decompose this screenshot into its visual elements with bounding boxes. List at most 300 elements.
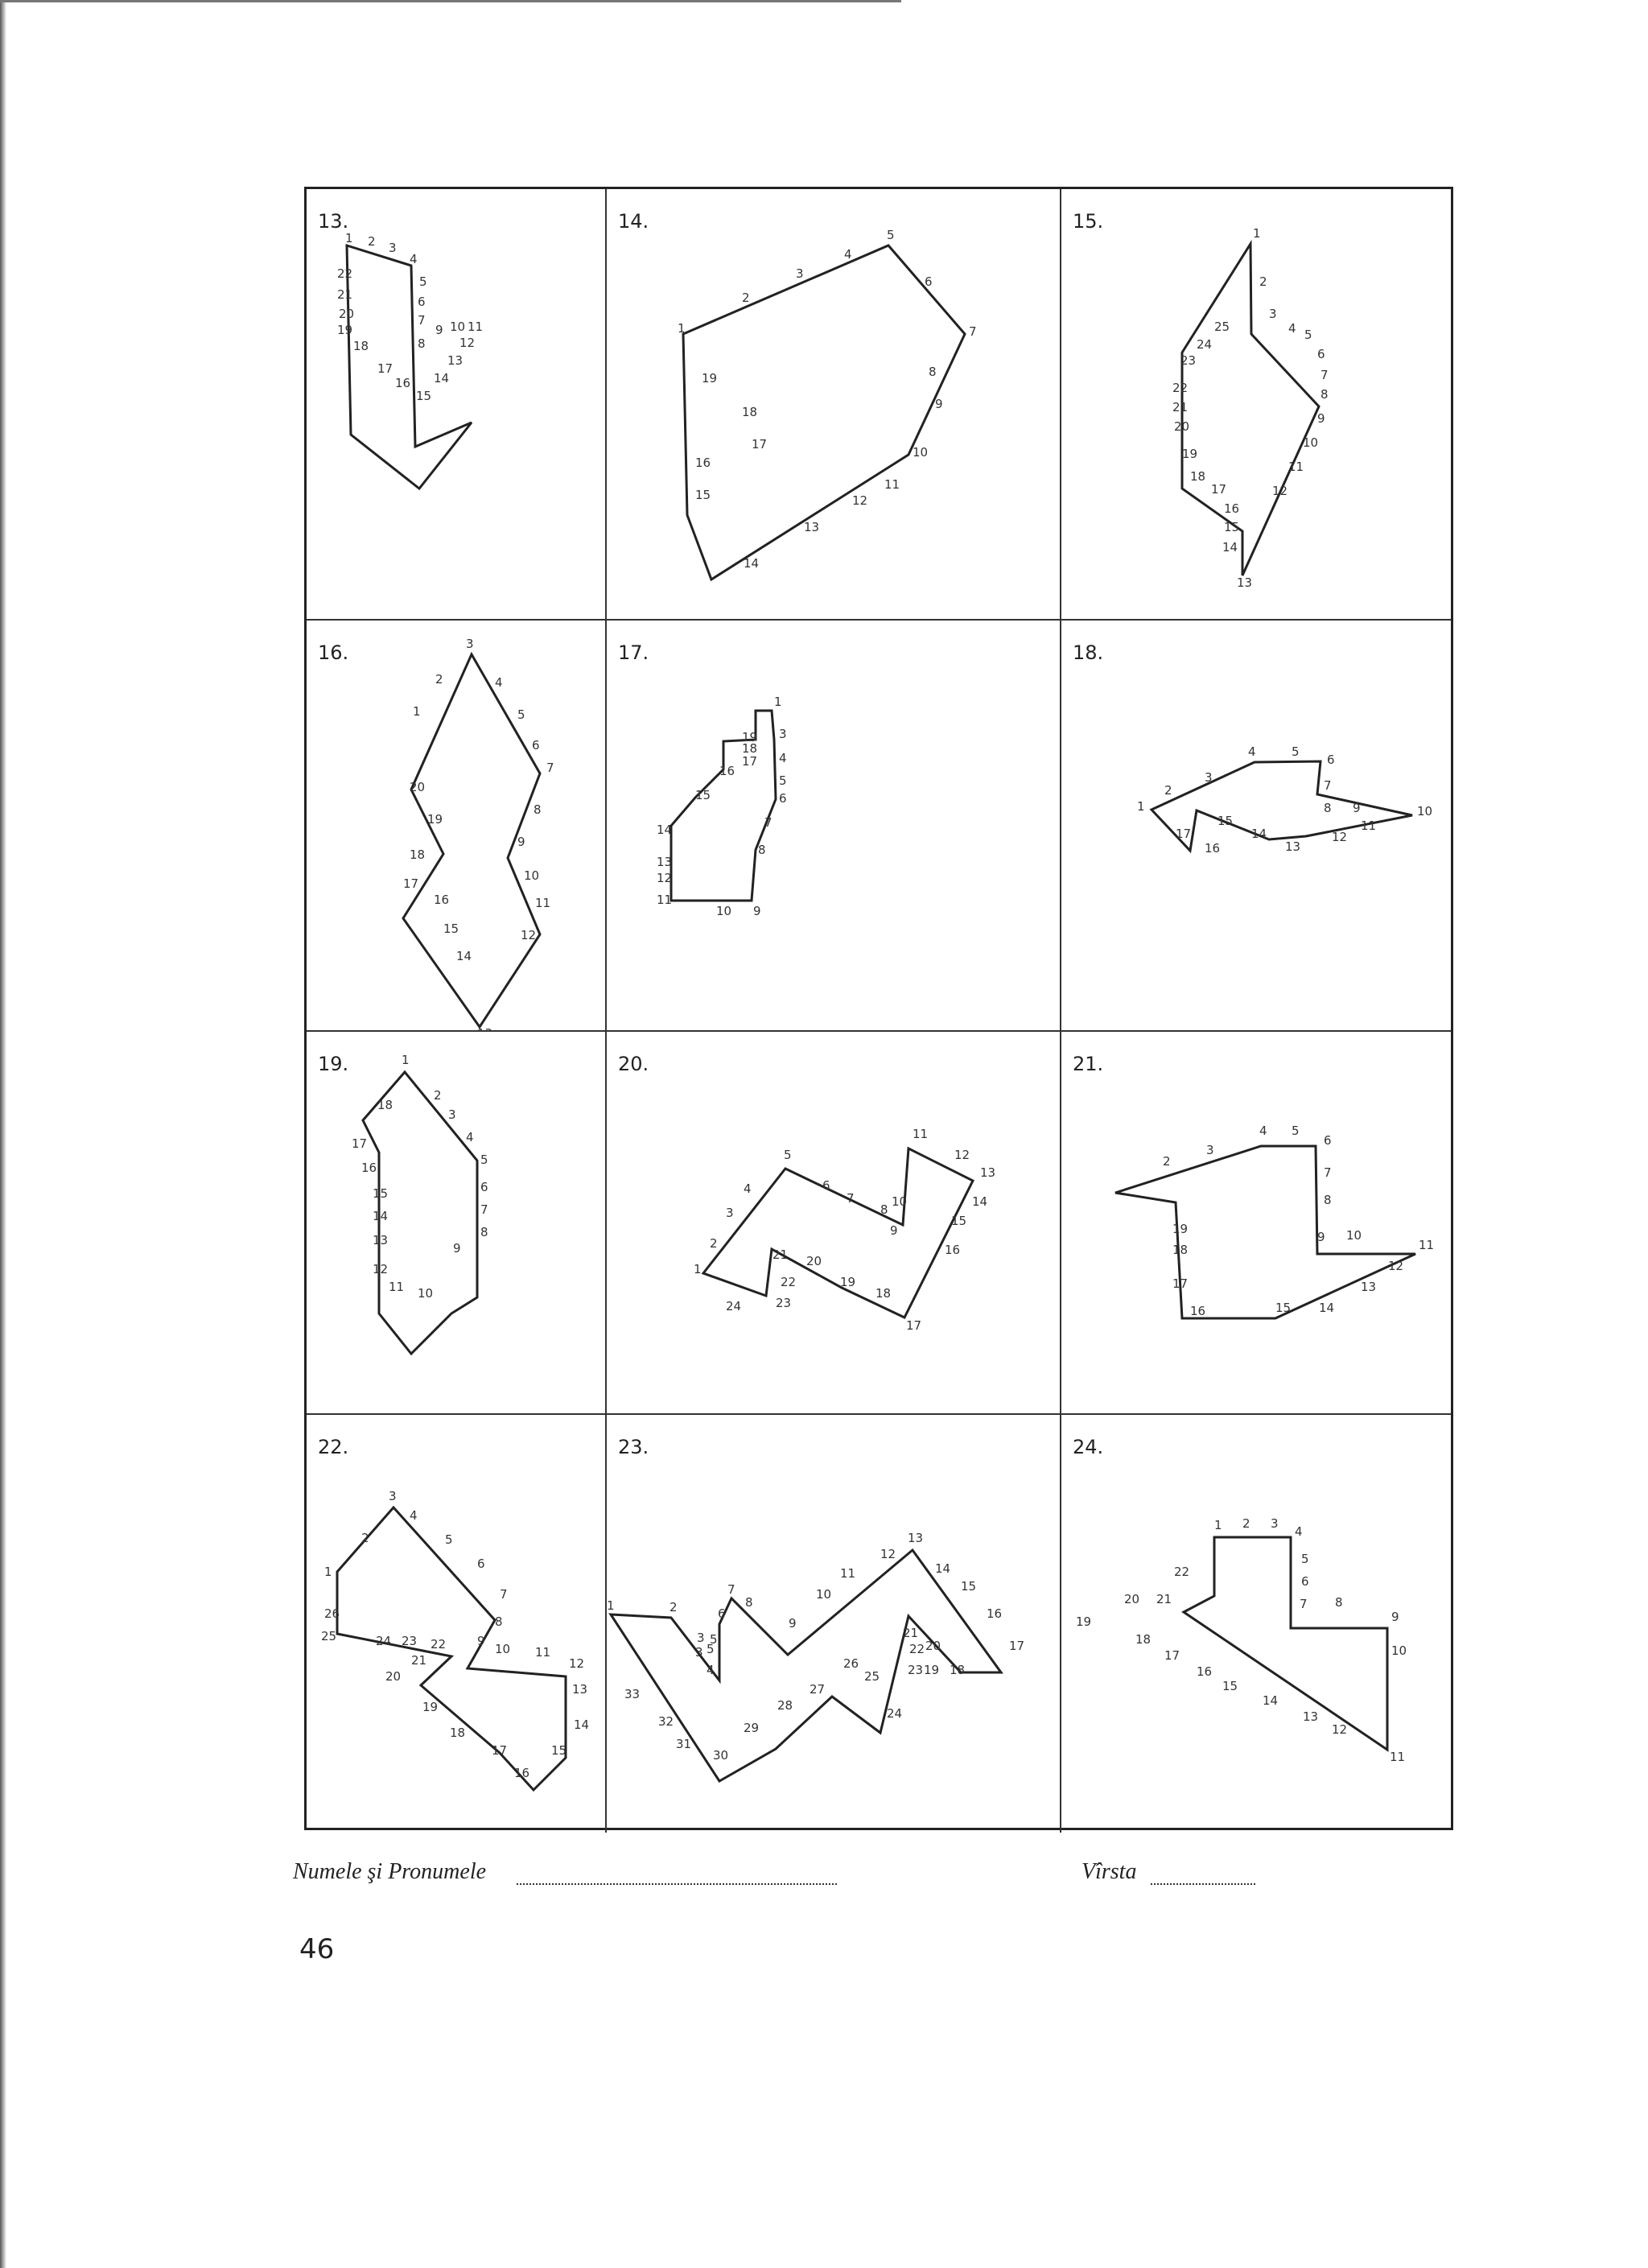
vertex-label: 2 <box>710 1236 718 1251</box>
vertex-label: 9 <box>935 397 943 411</box>
vertex-label: 6 <box>1301 1574 1309 1589</box>
name-label: Numele şi Pronumele <box>293 1859 487 1884</box>
vertex-label: 19 <box>337 323 353 337</box>
vertex-label: 17 <box>403 876 419 891</box>
vertex-label: 20 <box>806 1254 822 1268</box>
vertex-label: 22 <box>909 1642 925 1656</box>
figure-outline <box>671 711 776 901</box>
vertex-label: 22 <box>1172 381 1189 395</box>
vertex-label: 9 <box>453 1241 461 1256</box>
vertex-label: 20 <box>410 780 426 794</box>
vertex-label: 17 <box>752 437 768 452</box>
vertex-label: 13 <box>1285 839 1301 854</box>
vertex-label: 24 <box>1197 337 1213 352</box>
vertex-label: 17 <box>1172 1276 1189 1291</box>
vertex-label: 3 <box>389 241 397 255</box>
vertex-label: 12 <box>459 336 476 350</box>
vertex-label: 5 <box>887 228 895 242</box>
vertex-label: 5 <box>1292 1124 1300 1138</box>
vertex-label: 19 <box>840 1275 856 1289</box>
figure-outline <box>683 245 965 579</box>
vertex-label: 12 <box>373 1262 389 1276</box>
vertex-label: 14 <box>434 371 450 386</box>
vertex-label: 10 <box>418 1286 434 1301</box>
vertex-label: 3 <box>796 266 804 281</box>
figure-outline <box>1182 244 1319 575</box>
vertex-label: 11 <box>840 1566 856 1581</box>
vertex-label: 11 <box>657 893 673 907</box>
vertex-label: 20 <box>385 1669 402 1684</box>
vertex-label: 14 <box>657 823 673 837</box>
vertex-label: 20 <box>1174 419 1190 434</box>
vertex-label: 23 <box>1180 353 1197 368</box>
vertex-label: 8 <box>1335 1595 1343 1610</box>
vertex-label: 9 <box>753 904 761 918</box>
figure-drawing <box>607 1032 1061 1415</box>
vertex-label: 15 <box>416 389 432 403</box>
vertex-label: 23 <box>908 1663 924 1677</box>
vertex-label: 1 <box>1253 226 1261 241</box>
vertex-label: 15 <box>551 1743 567 1758</box>
vertex-label: 2 <box>742 291 750 305</box>
vertex-label: 17 <box>377 361 393 376</box>
exercise-cell-16 <box>307 621 607 1041</box>
age-label: Vîrsta <box>1082 1859 1137 1884</box>
vertex-label: 9 <box>890 1223 898 1238</box>
vertex-label: 1 <box>324 1565 332 1579</box>
vertex-label: 15 <box>443 922 459 936</box>
vertex-label: 8 <box>1320 387 1329 402</box>
vertex-label: 8 <box>745 1595 753 1610</box>
exercise-cell-13 <box>307 189 607 621</box>
vertex-label: 10 <box>1417 804 1433 819</box>
vertex-label: 24 <box>726 1299 742 1313</box>
exercise-number: 24. <box>1073 1436 1104 1458</box>
vertex-label: 8 <box>758 843 766 857</box>
vertex-label: 13 <box>804 520 820 534</box>
vertex-label: 23 <box>402 1634 418 1648</box>
name-line[interactable] <box>517 1883 837 1885</box>
vertex-label: 13 <box>1303 1709 1319 1724</box>
vertex-label: 15 <box>695 488 711 502</box>
vertex-label: 8 <box>534 802 542 817</box>
vertex-label: 20 <box>339 307 355 321</box>
vertex-label: 14 <box>935 1561 951 1576</box>
vertex-label: 2 <box>670 1600 678 1614</box>
vertex-label: 21 <box>903 1626 919 1640</box>
vertex-label: 6 <box>1324 1133 1332 1148</box>
exercise-number: 15. <box>1073 210 1104 233</box>
vertex-label: 19 <box>427 812 443 827</box>
vertex-label: 4 <box>1288 321 1296 336</box>
vertex-label: 1 <box>678 321 686 336</box>
vertex-label: 12 <box>954 1148 970 1162</box>
vertex-label: 9 <box>477 1634 485 1648</box>
vertex-label: 6 <box>480 1180 488 1194</box>
vertex-label: 7 <box>1324 1165 1332 1180</box>
figure-drawing <box>607 621 1061 1032</box>
vertex-label: 7 <box>480 1202 488 1217</box>
vertex-label: 3 <box>1271 1516 1279 1531</box>
vertex-label: 5 <box>1301 1552 1309 1566</box>
vertex-label: 1 <box>413 704 421 719</box>
vertex-label: 18 <box>950 1663 966 1677</box>
page-number: 46 <box>299 1933 335 1965</box>
vertex-label: 20 <box>1124 1592 1140 1606</box>
vertex-label: 16 <box>1224 501 1240 516</box>
exercise-number: 14. <box>618 210 649 233</box>
vertex-label: 21 <box>411 1653 427 1668</box>
vertex-label: 3 <box>1269 307 1277 321</box>
vertex-label: 6 <box>1317 347 1325 361</box>
vertex-label: 25 <box>864 1669 880 1684</box>
vertex-label: 16 <box>514 1766 530 1780</box>
vertex-label: 5 <box>480 1153 488 1167</box>
vertex-label: 15 <box>695 788 711 802</box>
vertex-label: 16 <box>695 456 711 470</box>
vertex-label: 23 <box>776 1296 792 1310</box>
vertex-label: 14 <box>1319 1301 1335 1315</box>
vertex-label: 15 <box>961 1579 977 1594</box>
vertex-label: 2 <box>435 672 443 687</box>
vertex-label: 1 <box>402 1053 410 1067</box>
vertex-label: 1 <box>1214 1518 1222 1532</box>
vertex-label: 19 <box>742 730 758 744</box>
vertex-label: 3 <box>466 637 474 651</box>
vertex-label: 24 <box>376 1634 392 1648</box>
figure-drawing <box>1061 189 1451 621</box>
vertex-label: 3 <box>1206 1143 1214 1157</box>
vertex-label: 5 <box>779 773 787 788</box>
vertex-label: 17 <box>1176 827 1192 841</box>
vertex-label: 16 <box>434 893 450 907</box>
exercise-cell-17 <box>607 621 1061 1032</box>
exercise-cell-14 <box>607 189 1061 621</box>
vertex-label: 16 <box>1205 841 1221 856</box>
vertex-label: 9 <box>789 1616 797 1631</box>
vertex-label: 4 <box>466 1130 474 1144</box>
vertex-label: 15 <box>1275 1301 1292 1315</box>
exercise-number: 18. <box>1073 641 1104 664</box>
figure-drawing <box>307 189 607 621</box>
vertex-label: 16 <box>719 764 735 778</box>
figure-outline <box>1184 1537 1387 1750</box>
vertex-label: 10 <box>495 1642 511 1656</box>
vertex-label: 5 <box>1304 328 1312 342</box>
exercise-number: 21. <box>1073 1053 1104 1075</box>
vertex-label: 33 <box>624 1687 641 1701</box>
vertex-label: 5 <box>419 274 427 289</box>
vertex-label: 8 <box>418 336 426 351</box>
exercise-number: 19. <box>318 1053 349 1075</box>
vertex-label: 7 <box>847 1191 855 1206</box>
vertex-label: 10 <box>524 868 540 883</box>
vertex-label: 16 <box>945 1243 961 1257</box>
vertex-label: 25 <box>1214 320 1230 334</box>
vertex-label: 15 <box>951 1214 967 1228</box>
vertex-label: 8 <box>1324 1193 1332 1207</box>
vertex-label: 19 <box>1172 1222 1189 1236</box>
vertex-label: 25 <box>321 1629 337 1643</box>
vertex-label: 10 <box>450 320 466 334</box>
vertex-label: 14 <box>574 1717 590 1732</box>
vertex-label: 13 <box>908 1531 924 1545</box>
vertex-label: 7 <box>764 815 772 830</box>
vertex-label: 6 <box>925 274 933 289</box>
vertex-label: 14 <box>1222 540 1238 555</box>
exercise-number: 17. <box>618 641 649 664</box>
vertex-label: 13 <box>1361 1280 1377 1294</box>
vertex-label: 15 <box>1222 1679 1238 1693</box>
vertex-label: 13 <box>477 1026 493 1041</box>
vertex-label: 2 <box>361 1531 369 1545</box>
exercise-cell-21 <box>1061 1032 1451 1415</box>
vertex-label: 21 <box>772 1247 789 1262</box>
vertex-label: 31 <box>676 1737 692 1751</box>
exercise-number: 16. <box>318 641 349 664</box>
vertex-label: 5 <box>445 1532 453 1547</box>
vertex-label: 17 <box>906 1318 922 1333</box>
vertex-label: 14 <box>972 1194 988 1209</box>
vertex-label: 11 <box>535 1645 551 1660</box>
vertex-label: 3 <box>779 727 787 741</box>
vertex-label: 4 <box>1248 744 1256 759</box>
exercise-cell-22 <box>307 1415 607 1833</box>
vertex-label: 9 <box>435 323 443 337</box>
vertex-label: 3 <box>1205 770 1213 785</box>
exercise-cell-23 <box>607 1415 1061 1833</box>
vertex-label: 19 <box>1182 447 1198 461</box>
vertex-label: 14 <box>1263 1693 1279 1708</box>
vertex-label: 3 <box>697 1631 705 1645</box>
vertex-label: 18 <box>1135 1632 1152 1647</box>
vertex-label: 17 <box>1164 1648 1180 1663</box>
vertex-label: 10 <box>1346 1228 1362 1243</box>
vertex-label: 2 <box>1259 274 1267 289</box>
vertex-label: 17 <box>492 1743 508 1758</box>
vertex-label: 12 <box>852 493 868 508</box>
vertex-label: 12 <box>1332 1722 1348 1737</box>
vertex-label: 3 <box>726 1206 734 1220</box>
vertex-label: 21 <box>1172 400 1189 414</box>
vertex-label: 6 <box>779 791 787 806</box>
vertex-label: 10 <box>913 445 929 460</box>
vertex-label: 27 <box>810 1682 826 1697</box>
vertex-label: 5 <box>1292 744 1300 759</box>
vertex-label: 22 <box>431 1637 447 1652</box>
vertex-label: 17 <box>352 1136 368 1151</box>
figure-drawing <box>607 189 1061 621</box>
vertex-label: 32 <box>658 1714 674 1729</box>
vertex-label: 15 <box>1217 814 1234 828</box>
vertex-label: 26 <box>324 1606 340 1621</box>
vertex-label: 19 <box>1076 1614 1092 1629</box>
vertex-label: 7 <box>969 324 977 339</box>
vertex-label: 14 <box>1251 827 1267 841</box>
vertex-label: 19 <box>702 371 718 386</box>
vertex-label: 19 <box>422 1700 439 1714</box>
vertex-label: 1 <box>694 1262 702 1276</box>
vertex-label: 5 <box>710 1632 718 1647</box>
vertex-label: 12 <box>1388 1259 1404 1273</box>
vertex-label: 2 <box>1242 1516 1250 1531</box>
vertex-label: 5 <box>707 1642 715 1656</box>
vertex-label: 17 <box>1211 482 1227 497</box>
vertex-label: 13 <box>447 353 464 368</box>
vertex-label: 11 <box>1419 1238 1435 1252</box>
footer <box>293 1859 1259 1907</box>
vertex-label: 1 <box>774 695 782 709</box>
vertex-label: 18 <box>410 847 426 862</box>
vertex-label: 18 <box>450 1726 466 1740</box>
vertex-label: 22 <box>337 266 353 281</box>
vertex-label: 12 <box>1272 484 1288 498</box>
vertex-label: 12 <box>657 871 673 885</box>
vertex-label: 11 <box>1288 460 1304 474</box>
vertex-label: 3 <box>695 1645 703 1660</box>
figure-outline <box>703 1148 973 1318</box>
vertex-label: 20 <box>925 1639 941 1653</box>
vertex-label: 4 <box>410 252 418 266</box>
vertex-label: 2 <box>1163 1154 1171 1169</box>
vertex-label: 10 <box>1391 1643 1407 1658</box>
vertex-label: 14 <box>744 556 760 571</box>
figure-drawing <box>1061 1415 1451 1833</box>
vertex-label: 7 <box>546 761 554 775</box>
vertex-label: 1 <box>1137 799 1145 814</box>
vertex-label: 16 <box>1197 1664 1213 1679</box>
vertex-label: 7 <box>418 313 426 328</box>
vertex-label: 16 <box>1190 1304 1206 1318</box>
vertex-label: 17 <box>1009 1639 1025 1653</box>
page-edge-shadow <box>0 0 6 2268</box>
vertex-label: 24 <box>887 1706 903 1721</box>
vertex-label: 12 <box>1332 830 1348 844</box>
vertex-label: 4 <box>707 1663 715 1677</box>
vertex-label: 8 <box>480 1225 488 1239</box>
vertex-label: 12 <box>569 1656 585 1671</box>
vertex-label: 10 <box>892 1194 908 1209</box>
vertex-label: 9 <box>1353 801 1361 815</box>
vertex-label: 18 <box>1190 469 1206 484</box>
vertex-label: 2 <box>1164 783 1172 798</box>
vertex-label: 7 <box>1324 778 1332 793</box>
vertex-label: 15 <box>373 1186 389 1201</box>
vertex-label: 21 <box>1156 1592 1172 1606</box>
figure-outline <box>611 1550 1001 1781</box>
vertex-label: 14 <box>456 949 472 963</box>
vertex-label: 5 <box>784 1148 792 1162</box>
page-top-edge <box>0 0 901 2</box>
vertex-label: 1 <box>607 1598 615 1613</box>
vertex-label: 29 <box>744 1721 760 1735</box>
vertex-label: 4 <box>1259 1124 1267 1138</box>
vertex-label: 11 <box>468 320 484 334</box>
vertex-label: 4 <box>495 675 503 690</box>
vertex-label: 13 <box>572 1682 588 1697</box>
vertex-label: 7 <box>500 1587 508 1602</box>
vertex-label: 2 <box>434 1088 442 1103</box>
vertex-label: 28 <box>777 1698 793 1713</box>
figure-outline <box>337 1507 566 1790</box>
vertex-label: 3 <box>389 1489 397 1503</box>
vertex-label: 22 <box>1174 1565 1190 1579</box>
vertex-label: 4 <box>844 247 852 262</box>
vertex-label: 13 <box>657 855 673 869</box>
figure-drawing <box>307 621 607 1041</box>
figure-drawing <box>1061 1032 1451 1415</box>
vertex-label: 18 <box>876 1286 892 1301</box>
vertex-label: 13 <box>980 1165 996 1180</box>
vertex-label: 21 <box>337 287 353 302</box>
vertex-label: 2 <box>368 234 376 249</box>
vertex-label: 9 <box>1317 411 1325 426</box>
vertex-label: 13 <box>373 1233 389 1247</box>
vertex-label: 7 <box>1320 368 1329 382</box>
vertex-label: 9 <box>1317 1230 1325 1244</box>
vertex-label: 22 <box>781 1275 797 1289</box>
exercise-number: 13. <box>318 210 349 233</box>
exercise-cell-18 <box>1061 621 1451 1032</box>
vertex-label: 8 <box>495 1614 503 1629</box>
vertex-label: 9 <box>517 835 525 849</box>
vertex-label: 6 <box>477 1557 485 1571</box>
vertex-label: 18 <box>742 741 758 756</box>
vertex-label: 4 <box>410 1508 418 1523</box>
vertex-label: 8 <box>1324 801 1332 815</box>
vertex-label: 16 <box>361 1161 377 1175</box>
exercise-cell-15 <box>1061 189 1451 621</box>
vertex-label: 1 <box>345 231 353 245</box>
vertex-label: 9 <box>1391 1610 1399 1624</box>
vertex-label: 13 <box>1237 575 1253 590</box>
vertex-label: 16 <box>395 376 411 390</box>
vertex-label: 10 <box>1303 435 1319 450</box>
vertex-label: 26 <box>843 1656 859 1671</box>
vertex-label: 10 <box>716 904 732 918</box>
vertex-label: 15 <box>1224 520 1240 534</box>
vertex-label: 10 <box>816 1587 832 1602</box>
vertex-label: 4 <box>744 1181 752 1196</box>
vertex-label: 12 <box>521 928 537 942</box>
vertex-label: 11 <box>913 1127 929 1141</box>
vertex-label: 11 <box>535 896 551 910</box>
vertex-label: 14 <box>373 1209 389 1223</box>
vertex-label: 11 <box>1390 1750 1406 1764</box>
vertex-label: 17 <box>742 754 758 769</box>
vertex-label: 16 <box>987 1606 1003 1621</box>
vertex-label: 18 <box>377 1098 393 1112</box>
age-line[interactable] <box>1151 1883 1255 1885</box>
vertex-label: 5 <box>517 707 525 722</box>
vertex-label: 11 <box>389 1280 405 1294</box>
vertex-label: 4 <box>779 751 787 765</box>
vertex-label: 6 <box>532 738 540 753</box>
vertex-label: 7 <box>727 1582 735 1597</box>
vertex-label: 11 <box>1361 819 1377 833</box>
vertex-label: 4 <box>1295 1524 1303 1539</box>
exercise-cell-20 <box>607 1032 1061 1415</box>
figure-drawing <box>307 1415 607 1833</box>
exercise-number: 23. <box>618 1436 649 1458</box>
vertex-label: 6 <box>1327 753 1335 767</box>
exercise-cell-24 <box>1061 1415 1451 1833</box>
exercise-cell-19 <box>307 1032 607 1415</box>
vertex-label: 6 <box>718 1606 726 1621</box>
vertex-label: 30 <box>713 1748 729 1763</box>
vertex-label: 3 <box>448 1107 456 1122</box>
vertex-label: 8 <box>880 1202 888 1217</box>
